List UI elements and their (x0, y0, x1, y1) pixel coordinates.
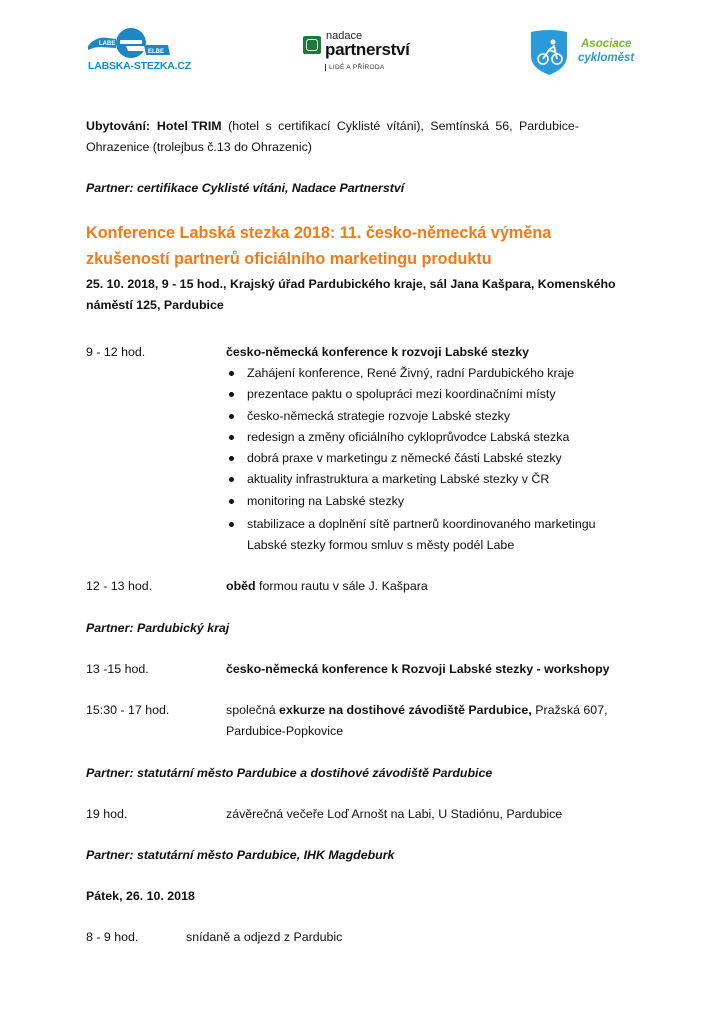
logo-partnerstvi-text: partnerství (325, 40, 410, 59)
session-description-cont: Pardubice-Popkovice (226, 724, 344, 738)
session-time: 8 - 9 hod. (86, 930, 139, 944)
labe-elbe-emblem-icon (86, 26, 176, 60)
cyclist-shield-icon (528, 28, 570, 76)
bullet-icon (229, 499, 234, 504)
accommodation-line-1 (86, 116, 638, 137)
list-item: prezentace paktu o spolupráci mezi koordinačními místy (226, 384, 596, 405)
conference-info-line-1: 25. 10. 2018, 9 - 15 hod., Krajský úřad Pardubického kraje, sál Jana Kašpara, Komenského (86, 277, 616, 291)
list-item: Zahájení konference, René Živný, radní Pardubického kraje (226, 363, 596, 384)
logo-cyklomest-text: cykloměst (578, 52, 635, 64)
session-description: oběd formou rautu v sále J. Kašpara (226, 579, 428, 593)
partner-note: Partner: Pardubický kraj (86, 621, 230, 635)
accommodation-line-2: Ohrazenice (trolejbus č.13 do Ohrazenic) (86, 140, 312, 154)
labska-stezka-logo (86, 26, 191, 76)
session-time: 9 - 12 hod. (86, 345, 146, 359)
list-item: monitoring na Labské stezky (226, 491, 596, 512)
bullet-icon (229, 414, 234, 419)
session-description: společná exkurze na dostihové závodiště Pardubice, Pražská 607, (226, 703, 608, 717)
bullet-icon (229, 435, 234, 440)
bullet-icon (229, 522, 234, 527)
bullet-icon (229, 371, 234, 376)
partner-note: Partner: certifikace Cyklisté vítáni, Nadace Partnerství (86, 181, 405, 195)
session-time: 13 -15 hod. (86, 662, 149, 676)
bullet-icon (229, 456, 234, 461)
svg-text:ELBE: ELBE (148, 49, 165, 55)
session-title: česko-německá konference k rozvoji Labské stezky (226, 345, 530, 359)
partner-note: Partner: statutární město Pardubice a dostihové závodiště Pardubice (86, 766, 493, 780)
accommodation-label: Ubytování: (86, 119, 151, 133)
session-topics-list (226, 363, 596, 557)
session-time: 19 hod. (86, 807, 128, 821)
asociace-cyklomest-logo (528, 28, 648, 80)
logo-asociace-text: Asociace (581, 38, 632, 50)
logo-tagline: LIDÉ A PŘÍRODA (325, 64, 385, 71)
list-item: stabilizace a doplnění sítě partnerů koordinovaného marketingu Labské stezky formou smluv s městy podél Labe (226, 514, 596, 557)
session-description: závěrečná večeře Loď Arnošt na Labi, U Stadiónu, Pardubice (226, 807, 563, 821)
day-heading: Pátek, 26. 10. 2018 (86, 889, 195, 903)
session-description: snídaně a odjezd z Pardubic (186, 930, 343, 944)
accommodation-details: (hotel s certifikací Cyklisté vítáni), Semtínská 56, Pardubice- (221, 119, 579, 133)
nadace-partnerstvi-logo (300, 30, 440, 80)
nadace-partnerstvi-emblem-icon (303, 36, 321, 54)
conference-title-line-2: zkušeností partnerů oficiálního marketingu produktu (86, 250, 492, 268)
list-item: aktuality infrastruktura a marketing Labské stezky v ČR (226, 469, 596, 490)
session-time: 12 - 13 hod. (86, 579, 153, 593)
logo-nadace-text: nadace (326, 30, 363, 42)
list-item: dobrá praxe v marketingu z německé části Labské stezky (226, 448, 596, 469)
list-item: česko-německá strategie rozvoje Labské stezky (226, 406, 596, 427)
svg-text:LABE: LABE (99, 41, 116, 47)
session-title: česko-německá konference k Rozvoji Labské stezky - workshopy (226, 662, 610, 676)
bullet-icon (229, 392, 234, 397)
labska-stezka-url: LABSKA-STEZKA.CZ (88, 60, 191, 72)
bullet-icon (229, 477, 234, 482)
conference-title-line-1: Konference Labská stezka 2018: 11. česko-německá výměna (86, 224, 552, 242)
session-time: 15:30 - 17 hod. (86, 703, 170, 717)
hotel-name: Hotel TRIM (156, 119, 222, 133)
list-item: redesign a změny oficiálního cykloprůvodce Labská stezka (226, 427, 596, 448)
conference-info-line-2: náměstí 125, Pardubice (86, 298, 224, 312)
partner-note: Partner: statutární město Pardubice, IHK Magdeburk (86, 848, 395, 862)
